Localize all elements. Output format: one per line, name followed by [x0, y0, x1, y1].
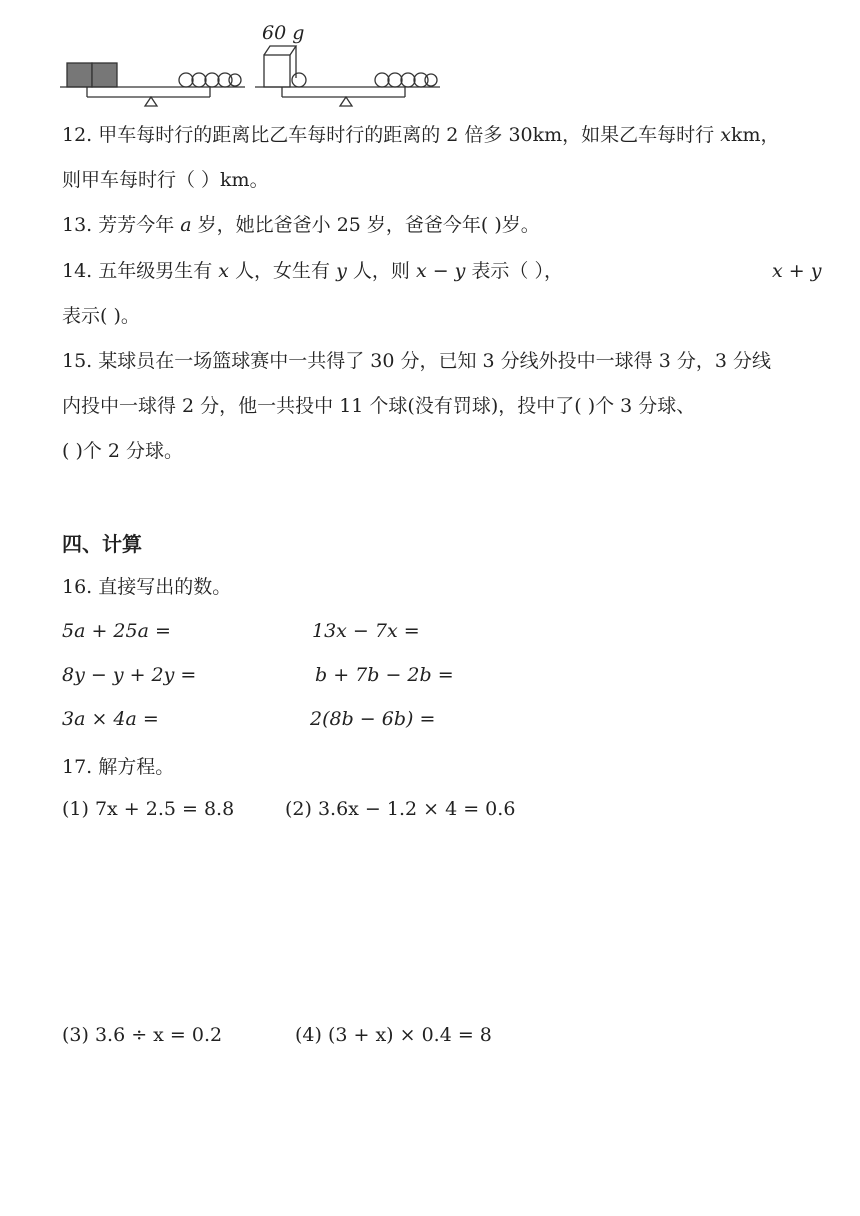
q15-line2: 内投中一球得 2 分，他一共投中 11 个球(没有罚球)，投中了( )个 3 分球、: [62, 395, 696, 417]
q16-item-4: b + 7b − 2b =: [315, 664, 454, 686]
balance-left: [60, 63, 245, 106]
q16-item-2: 13x − 7x =: [312, 620, 420, 642]
q17-item-1: (1) 7x + 2.5 = 8.8: [62, 798, 235, 820]
q14-expr2: x + y: [772, 260, 822, 282]
q14-line1: 14. 五年级男生有 x 人，女生有 y 人，则 x − y 表示（ ），: [62, 260, 563, 282]
section-heading: 四、计算: [62, 532, 142, 556]
balance-right: [255, 46, 440, 106]
weight-label: 60 g: [262, 22, 305, 44]
q15-line1: 15. 某球员在一场篮球赛中一共得了 30 分，已知 3 分线外投中一球得 3 分，3 分线: [62, 350, 771, 372]
q16-title: 16. 直接写出的数。: [62, 576, 232, 598]
q16-item-5: 3a × 4a =: [62, 708, 159, 730]
q17-title: 17. 解方程。: [62, 756, 175, 778]
q16-item-3: 8y − y + 2y =: [62, 664, 197, 686]
q17-item-4: (4) (3 + x) × 0.4 = 8: [295, 1024, 492, 1046]
q17-item-2: (2) 3.6x − 1.2 × 4 = 0.6: [285, 798, 516, 820]
q12-line1: 12. 甲车每时行的距离比乙车每时行的距离的 2 倍多 30km，如果乙车每时行 xkm，: [62, 124, 780, 146]
balance-figures: [0, 0, 860, 120]
q16-item-6: 2(8b − 6b) =: [310, 708, 436, 730]
q17-item-3: (3) 3.6 ÷ x = 0.2: [62, 1024, 223, 1046]
q16-item-1: 5a + 25a =: [62, 620, 171, 642]
q14-line2: 表示( )。: [62, 305, 140, 327]
q12-line2: 则甲车每时行（ ）km。: [62, 169, 269, 191]
q13: 13. 芳芳今年 a 岁，她比爸爸小 25 岁，爸爸今年( )岁。: [62, 214, 540, 236]
q15-line3: ( )个 2 分球。: [62, 440, 184, 462]
